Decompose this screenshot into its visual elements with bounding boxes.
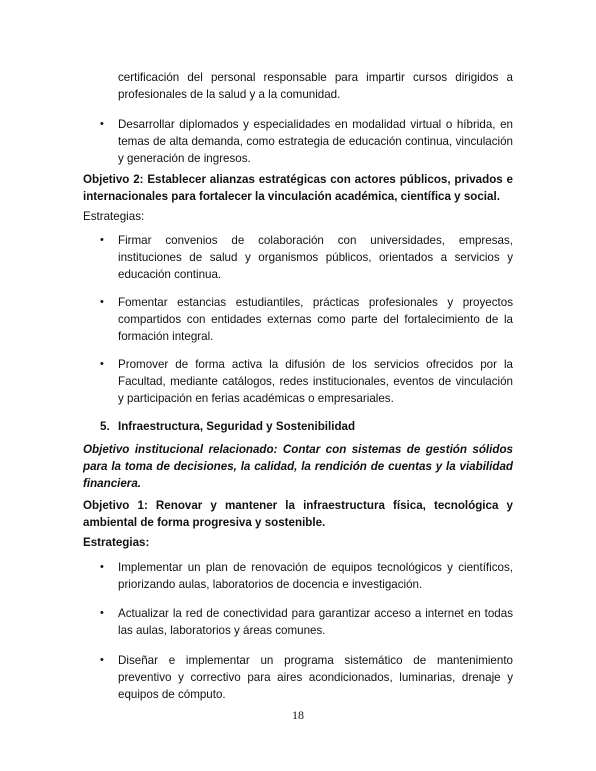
objective-heading: Objetivo 2: Establecer alianzas estratégicas con actores públicos, privados e internacionales para fortalecer la vinculación académica, científica y social.	[83, 173, 513, 203]
bullet-marker: •	[100, 118, 104, 130]
continued-paragraph: certificación del personal responsable para impartir cursos dirigidos a profesionales de la salud y a la comunidad.	[118, 71, 513, 101]
bullet-marker: •	[100, 561, 104, 573]
bullet-text: Fomentar estancias estudiantiles, prácticas profesionales y proyectos compartidos con entidades externas como parte del fortalecimiento de la formación integral.	[118, 296, 513, 343]
objective-heading: Objetivo 1: Renovar y mantener la infraestructura física, tecnológica y ambiental de forma progresiva y sostenible.	[83, 499, 513, 529]
bullet-text: Actualizar la red de conectividad para garantizar acceso a internet en todas las aulas, laboratorios y áreas comunes.	[118, 607, 513, 637]
institutional-objective: Objetivo institucional relacionado: Contar con sistemas de gestión sólidos para la toma de decisiones, la calidad, la rendición de cuentas y la viabilidad financiera.	[83, 443, 513, 490]
bullet-text: Implementar un plan de renovación de equipos tecnológicos y científicos, priorizando aulas, laboratorios de docencia e investigación.	[118, 561, 513, 591]
bullet-text: Diseñar e implementar un programa sistemático de mantenimiento preventivo y correctivo para aires acondicionados, luminarias, drenaje y equipos de cómputo.	[118, 654, 513, 701]
strategies-label: Estrategias:	[83, 210, 145, 223]
page-number: 18	[292, 708, 304, 722]
bullet-marker: •	[100, 654, 104, 666]
bullet-text: Desarrollar diplomados y especialidades en modalidad virtual o híbrida, en temas de alta demanda, como estrategia de educación continua, vinculación y generación de ingresos.	[118, 118, 513, 165]
bullet-marker: •	[100, 358, 104, 370]
section-number: 5.	[100, 420, 110, 433]
bullet-text: Firmar convenios de colaboración con universidades, empresas, instituciones de salud y organismos públicos, orientados a servicios y educación continua.	[118, 234, 513, 281]
strategies-label: Estrategias:	[83, 536, 150, 549]
bullet-marker: •	[100, 234, 104, 246]
section-title: Infraestructura, Seguridad y Sostenibilidad	[118, 420, 356, 433]
bullet-marker: •	[100, 296, 104, 308]
bullet-text: Promover de forma activa la difusión de los servicios ofrecidos por la Facultad, mediante catálogos, redes institucionales, eventos de vinculación y participación en ferias académicas o empresariales.	[118, 358, 513, 405]
bullet-marker: •	[100, 607, 104, 619]
